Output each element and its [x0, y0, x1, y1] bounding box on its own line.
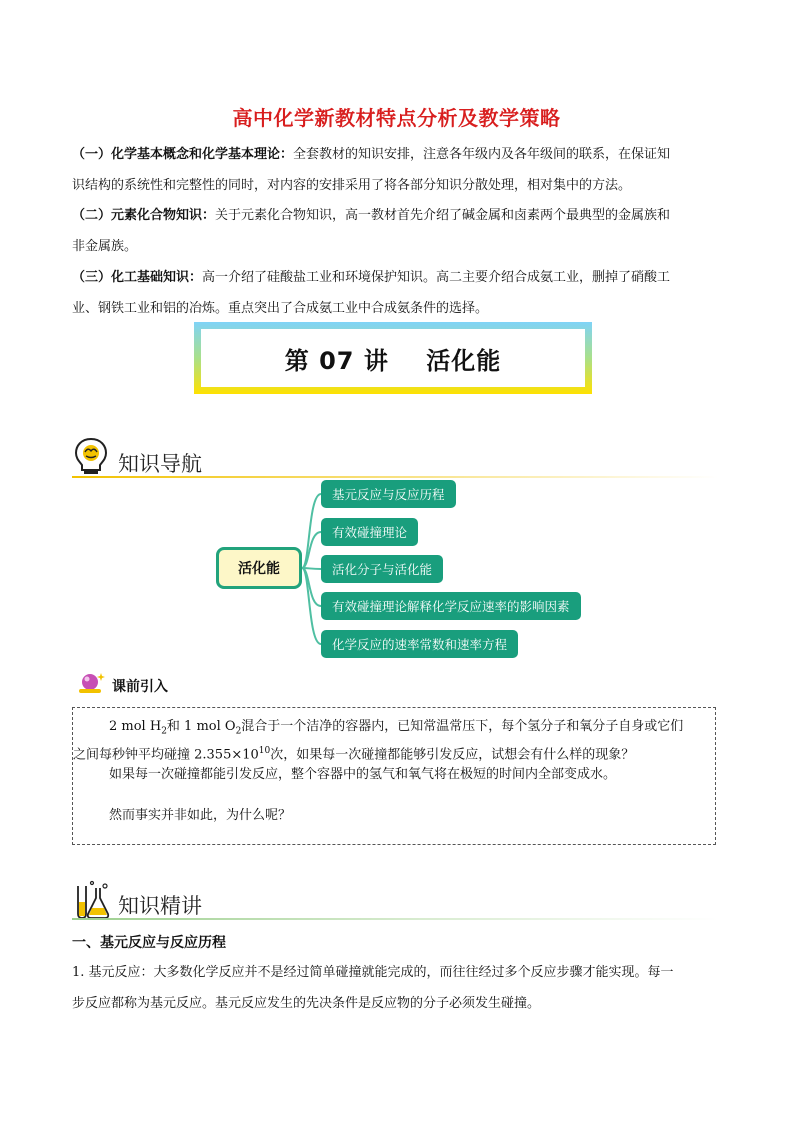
lab-flask-icon [70, 880, 112, 920]
intro-paragraph-1-line-2: 之间每秒钟平均碰撞 $2.355\times 10^{10}$次，如果每一次碰撞都能够引发反应，试想会有什么样的现象？ [73, 746, 635, 763]
section-2-line1: 关于元素化合物知识，高一教材首先介绍了碱金属和卤素两个最典型的金属族和 [215, 208, 671, 223]
body-line-1: 1. 基元反应：大多数化学反应并不是经过简单碰撞就能完成的，而往往经过多个反应步骤才能实现。每一 [72, 965, 674, 980]
section-2-line2: 非金属族。 [72, 239, 138, 254]
magic-wand-icon [76, 670, 106, 696]
mindmap-branch-1: 基元反应与反应历程 [321, 480, 456, 508]
section-2-heading: （二）元素化合物知识： [72, 208, 216, 223]
mindmap-branch-4: 有效碰撞理论解释化学反应速率的影响因素 [321, 592, 581, 620]
subheading-elementary-reaction: 一、基元反应与反应历程 [72, 935, 226, 951]
intro-box [72, 707, 716, 845]
nav-section-divider [72, 476, 718, 478]
mindmap-branch-5: 化学反应的速率常数和速率方程 [321, 630, 518, 658]
document-title: 高中化学新教材特点分析及教学策略 [232, 106, 561, 130]
lecture-banner [194, 322, 592, 394]
mindmap-branch-3: 活化分子与活化能 [321, 555, 443, 583]
lecture-title: 第 07 讲 活化能 [284, 346, 502, 375]
section-2 [72, 200, 724, 262]
nav-section-title: 知识导航 [118, 452, 202, 476]
intro-paragraph-1-line-1: 2 mol $H_2$和 1 mol $O_2$混合于一个洁净的容器内，已知常温常压下，每个氢分子和氧分子自身或它们 [109, 719, 684, 737]
lecture-section-title: 知识精讲 [118, 894, 202, 918]
intro-paragraph-3: 然而事实并非如此，为什么呢？ [109, 808, 292, 823]
section-1-line2: 识结构的系统性和完整性的同时，对内容的安排采用了将各部分知识分散处理，相对集中的方法。 [72, 178, 632, 193]
section-1-line1: 全套教材的知识安排，注意各年级内及各年级间的联系，在保证知 [293, 147, 671, 162]
mindmap-branch-2: 有效碰撞理论 [321, 518, 418, 546]
lecture-section-divider [72, 918, 718, 920]
intro-paragraph-2: 如果每一次碰撞都能引发反应，整个容器中的氢气和氧气将在极短的时间内全部变成水。 [109, 767, 617, 782]
section-1-heading: （一）化学基本概念和化学基本理论： [72, 147, 294, 162]
section-3 [72, 262, 724, 324]
brain-bulb-icon [72, 436, 110, 476]
intro-label: 课前引入 [112, 679, 168, 695]
body-line-2: 步反应都称为基元反应。基元反应发生的先决条件是反应物的分子必须发生碰撞。 [72, 996, 541, 1011]
section-1 [72, 139, 724, 201]
body-paragraph [72, 957, 724, 1019]
section-3-heading: （三）化工基础知识： [72, 270, 203, 285]
section-3-line1: 高一介绍了硅酸盐工业和环境保护知识。高二主要介绍合成氨工业，删掉了硝酸工 [202, 270, 671, 285]
section-3-line2: 业、钢铁工业和铝的冶炼。重点突出了合成氨工业中合成氨条件的选择。 [72, 301, 489, 316]
mindmap-root: 活化能 [216, 547, 302, 589]
